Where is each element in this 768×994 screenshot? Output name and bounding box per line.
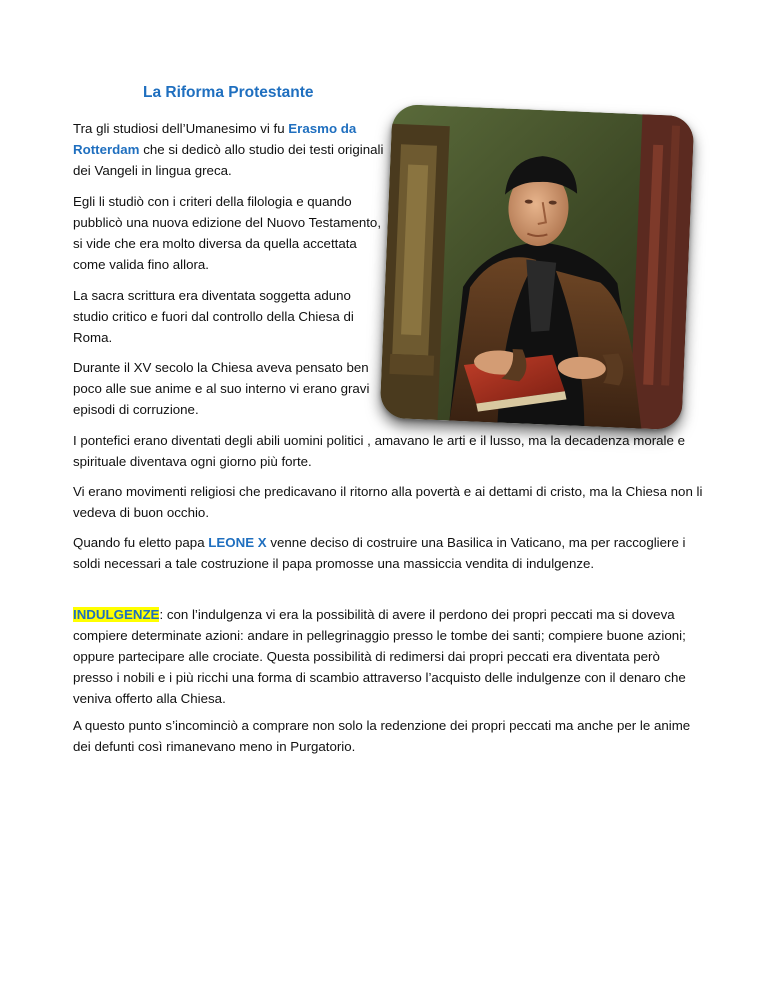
paragraph-text: Tra gli studiosi dell’Umanesimo vi fu bbox=[73, 121, 289, 136]
paragraph-filologia: Egli li studiò con i criteri della filologia e quando pubblicò una nuova edizione del Nuovo Testamento, si vide che era molto diversa da quella accettata come valida fino allora. bbox=[73, 194, 382, 272]
paragraph-text: venne deciso di costruire una Basilica in Vaticano, ma per raccogliere i soldi necessari a tale costruzione il papa promosse una massiccia vendita di indulgenze. bbox=[73, 535, 686, 571]
paragraph-indulgenze bbox=[73, 604, 703, 709]
paragraph-corruzione: Durante il XV secolo la Chiesa aveva pensato ben poco alle sue anime e al suo interno vi erano gravi episodi di corruzione. bbox=[73, 360, 370, 417]
portrait-painting bbox=[380, 104, 695, 430]
paragraph-text: che si dedicò allo studio dei testi originali dei Vangeli in lingua greca. bbox=[73, 142, 384, 178]
name-highlight-leone: LEONE X bbox=[208, 535, 267, 550]
paragraph-purgatorio: A questo punto s’incominciò a comprare non solo la redenzione dei propri peccati ma anche per le anime dei defunti così rimanevano meno in Purgatorio. bbox=[73, 718, 691, 754]
paragraph-text: Quando fu eletto papa bbox=[73, 535, 209, 550]
page-title: La Riforma Protestante bbox=[143, 84, 314, 101]
name-highlight-erasmo: Erasmo da Rotterdam bbox=[73, 121, 357, 157]
paragraph-pontefici: I pontefici erano diventati degli abili uomini politici , amavano le arti e il lusso, ma la decadenza morale e spirituale diventava ogni giorno più forte. bbox=[73, 433, 685, 469]
term-highlight-indulgenze: INDULGENZE bbox=[73, 607, 160, 622]
paragraph-movimenti: Vi erano movimenti religiosi che predicavano il ritorno alla povertà e ai dettami di cristo, ma la Chiesa non li vedeva di buon occhio. bbox=[73, 484, 703, 520]
paragraph-erasmo bbox=[73, 118, 385, 181]
erasmus-portrait bbox=[380, 104, 695, 430]
paragraph-leone-x bbox=[73, 532, 703, 574]
paragraph-sacra-scrittura: La sacra scrittura era diventata soggetta aduno studio critico e fuori dal controllo della Chiesa di Roma. bbox=[73, 288, 354, 345]
paragraph-text: : con l’indulgenza vi era la possibilità di avere il perdono dei propri peccati ma si doveva compiere determinate azioni: andare in pellegrinaggio presso le tombe dei santi; compiere buone azioni; oppure partecipare alle crociate. Questa possibilità di redimersi dai propri peccati era diventata però presso i nobili e i più ricchi una forma di scambio attraverso l’acquisto delle indulgenze con il denaro che veniva offerto alla Chiesa. bbox=[73, 607, 686, 706]
